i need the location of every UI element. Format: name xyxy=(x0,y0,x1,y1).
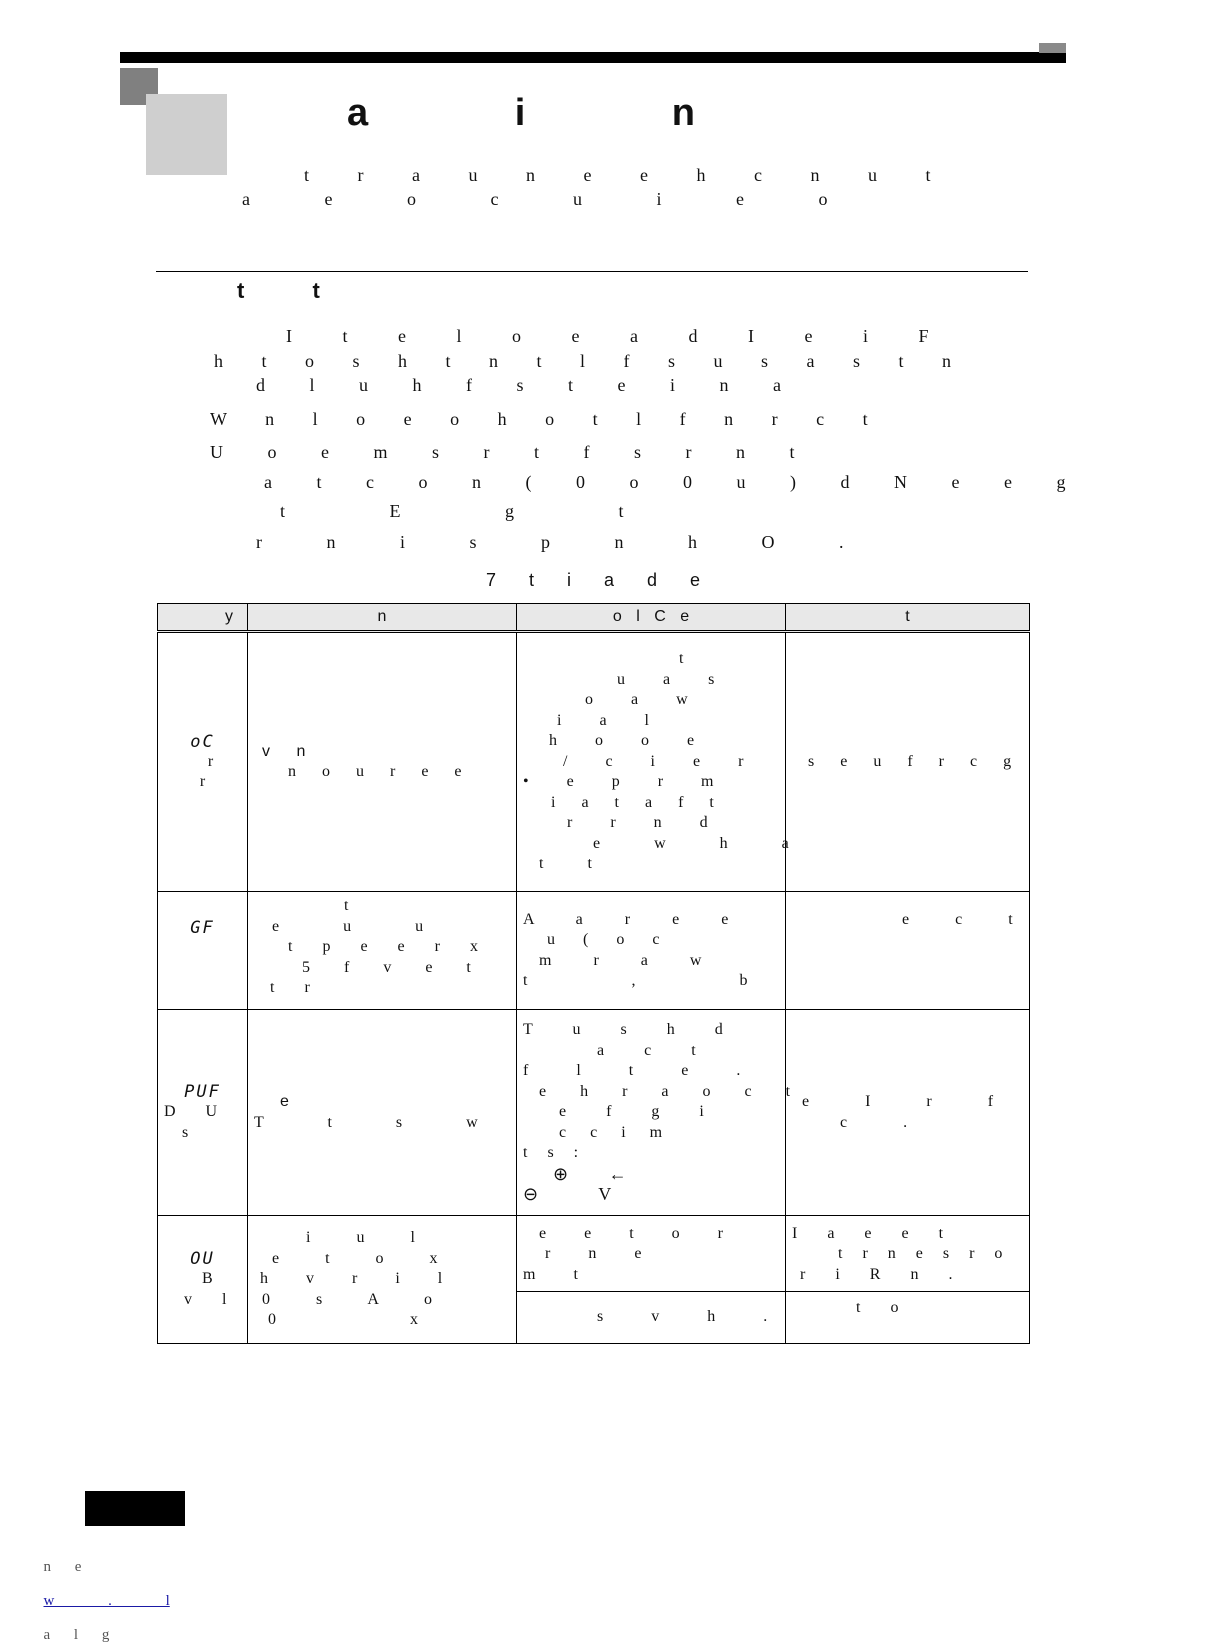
remedies-cell xyxy=(786,1010,1030,1216)
header-meaning: n xyxy=(248,604,517,632)
meaning-line: t r xyxy=(270,979,310,996)
chapter-marker-light xyxy=(146,94,227,175)
cause-line: e f g i xyxy=(559,1103,704,1121)
cause-line: e w h a xyxy=(593,834,789,852)
page-number-box xyxy=(85,1491,185,1526)
fault-table xyxy=(157,603,1030,1344)
intro-line-2: a e o c u i e o xyxy=(242,189,828,209)
meaning-line: e u u xyxy=(272,917,424,935)
section-heading: t t xyxy=(237,278,320,303)
display-code: PUF xyxy=(184,1082,221,1102)
meaning-line: 5 f v e t xyxy=(302,958,471,976)
display-note-line: B xyxy=(202,1270,213,1287)
cause-line: ⊕ ← xyxy=(553,1163,627,1184)
footer-prefix: n e xyxy=(43,1559,82,1575)
cause-line: m r a w xyxy=(539,951,702,969)
cause-line: t xyxy=(679,650,684,668)
cause-line: m t xyxy=(523,1265,578,1283)
cause-line: f l t e . xyxy=(523,1062,741,1080)
remedy-line: e c t xyxy=(902,911,1013,928)
remedy-line: t o xyxy=(856,1299,899,1316)
causes-cell xyxy=(517,892,786,1010)
meaning-line: T t s w xyxy=(254,1113,478,1131)
meaning-line: n o u r e e xyxy=(288,763,462,780)
cause-line: e e t o r xyxy=(539,1224,723,1242)
display-note-line: r xyxy=(199,773,206,790)
paragraph-5: t E g t xyxy=(280,501,624,521)
paragraph-6: r n i s p n h O . xyxy=(256,532,844,552)
meaning-line: 0 x xyxy=(268,1311,418,1329)
display-cell xyxy=(158,1216,248,1344)
paragraph-4: a t c o n ( 0 o 0 u ) d N e e g xyxy=(264,472,1066,492)
display-note-line: D U xyxy=(164,1103,218,1120)
remedy-line: c . xyxy=(840,1113,908,1131)
cause-line: • e p r m xyxy=(523,773,714,791)
cause-line: e h r a o c t xyxy=(539,1082,791,1100)
meaning-line: e t o x xyxy=(272,1249,438,1267)
meaning-line: e xyxy=(280,1093,289,1110)
cause-line: t s : xyxy=(523,1144,579,1162)
causes-cell xyxy=(517,1216,786,1292)
cause-line: A a r e e xyxy=(523,910,729,928)
page-title: a i n xyxy=(347,92,764,134)
paragraph-2: W n l o e o h o t l f n r c t xyxy=(210,409,868,429)
cause-line: u a s xyxy=(617,670,715,688)
cause-line: s v h . xyxy=(597,1308,768,1326)
header-display: y xyxy=(158,604,248,632)
cause-line: ⊖ V xyxy=(523,1184,612,1205)
cause-line: a c t xyxy=(597,1041,696,1059)
cause-line: u ( o c xyxy=(547,931,660,948)
display-cell xyxy=(158,1010,248,1216)
table-row xyxy=(158,1010,1030,1216)
header-tab-marker xyxy=(1039,43,1066,53)
footer-link[interactable]: w . l xyxy=(43,1593,170,1609)
cause-line: T u s h d xyxy=(523,1021,723,1039)
meaning-line: h v r i l xyxy=(260,1270,443,1288)
footer-suffix: a l g xyxy=(43,1627,110,1643)
meaning-line: t p e e r x xyxy=(288,938,478,955)
remedy-line: r i R n . xyxy=(800,1265,953,1283)
meaning-line: v n xyxy=(262,742,306,760)
remedy-line: I a e e t xyxy=(792,1224,944,1242)
header-remedies: t xyxy=(786,604,1030,632)
paragraph-1-line-2: h t o s h t n t l f s u s a s t n xyxy=(214,351,952,371)
cause-line: c c i m xyxy=(559,1123,663,1141)
intro-line-1: t r a u n e e h c n u t xyxy=(304,165,931,185)
cause-line: i a l xyxy=(557,711,649,729)
meaning-cell xyxy=(248,1216,517,1344)
section-divider xyxy=(156,271,1028,272)
footer xyxy=(36,1542,170,1644)
meaning-line: t xyxy=(344,897,349,914)
header-rule xyxy=(120,52,1066,63)
cause-line: r r n d xyxy=(567,814,708,832)
display-cell xyxy=(158,892,248,1010)
cause-line: i a t a f t xyxy=(551,793,714,811)
remedy-line: s e u f r c g xyxy=(808,752,1012,770)
cause-line: h o o e xyxy=(549,732,695,750)
display-note-line: r xyxy=(207,752,214,770)
header-causes: o l C e xyxy=(517,604,786,632)
meaning-line: i u l xyxy=(306,1229,415,1247)
remedies-cell xyxy=(786,892,1030,1010)
causes-cell xyxy=(517,1292,786,1344)
remedy-line: e I r f xyxy=(802,1093,994,1110)
paragraph-1-line-3: d l u h f s t e i n a xyxy=(256,375,781,395)
cause-line: / c i e r xyxy=(563,752,744,770)
causes-cell xyxy=(517,632,789,892)
table-row xyxy=(158,1216,1030,1292)
causes-cell xyxy=(517,1010,791,1216)
display-note-line: s xyxy=(182,1123,189,1141)
paragraph-3: U o e m s r t f s r n t xyxy=(210,442,795,462)
meaning-line: 0 s A o xyxy=(262,1290,433,1308)
cause-line: t t xyxy=(539,855,592,873)
remedy-line: t r n e s r o xyxy=(838,1245,1003,1263)
meaning-cell xyxy=(248,1010,517,1216)
cause-line: o a w xyxy=(585,691,688,709)
display-code: OU xyxy=(190,1249,215,1269)
display-code: oC xyxy=(190,731,215,752)
cause-line: t , b xyxy=(523,972,748,989)
table-row xyxy=(158,892,1030,1010)
paragraph-1-line-1: I t e l o e a d I e i F xyxy=(286,326,929,346)
table-caption: 7 t i a d e xyxy=(486,570,701,590)
table-header-row xyxy=(158,604,1030,632)
remedies-cell xyxy=(786,1216,1030,1292)
remedies-cell xyxy=(786,632,1030,892)
display-cell xyxy=(158,632,248,892)
meaning-cell xyxy=(248,892,517,1010)
meaning-cell xyxy=(248,632,517,892)
table-row xyxy=(158,632,1030,892)
remedies-cell xyxy=(786,1292,1030,1344)
cause-line: r n e xyxy=(545,1245,642,1263)
display-code: GF xyxy=(190,918,215,938)
display-note-line: v l xyxy=(184,1290,227,1308)
